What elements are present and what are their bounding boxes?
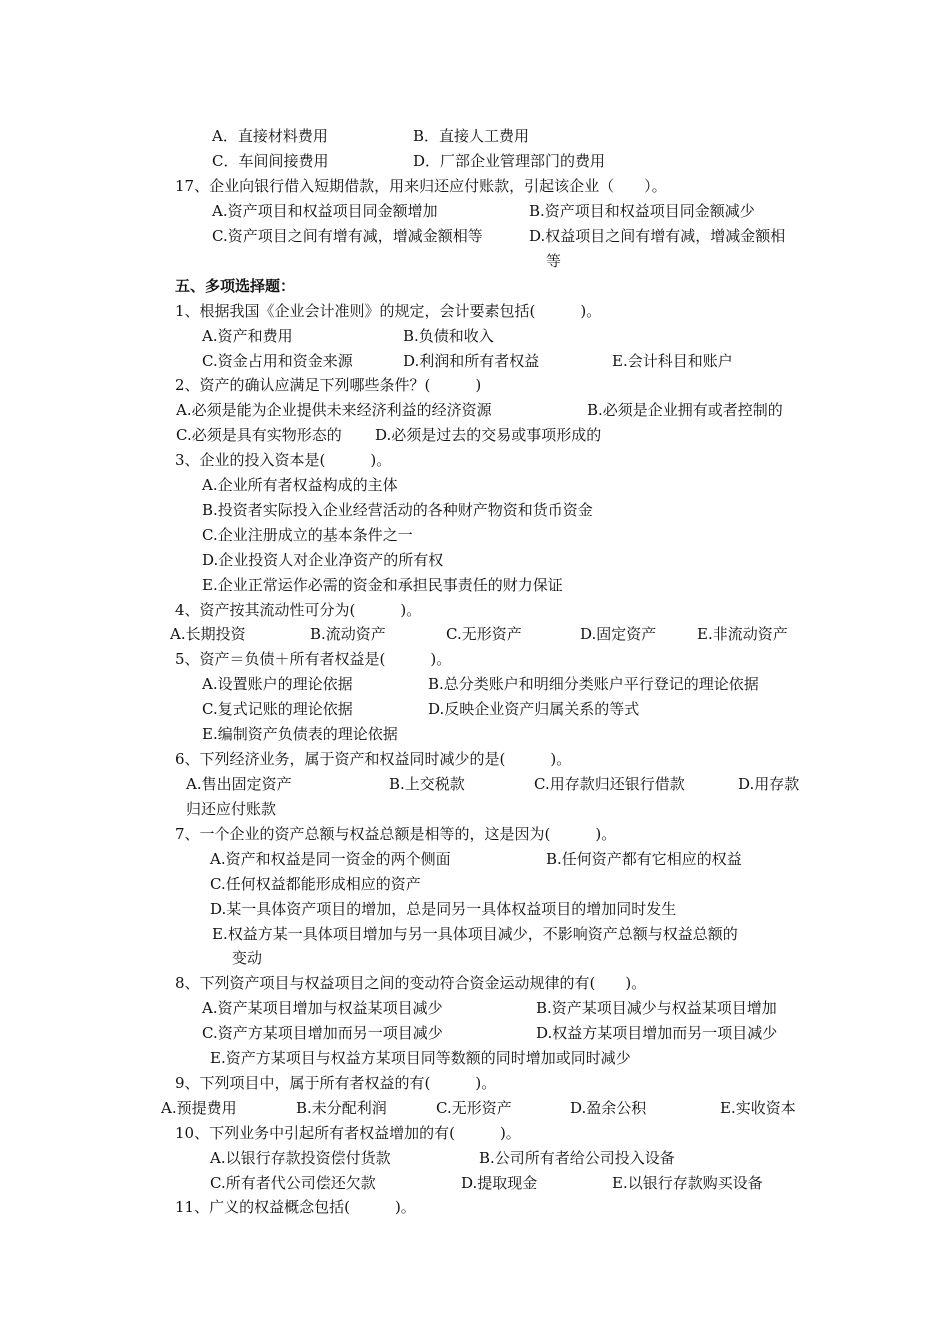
text-line: A.预提费用 — [161, 1099, 237, 1117]
text-line: B.资产项目和权益项目同金额减少 — [529, 202, 755, 220]
text-line: B.必须是企业拥有或者控制的 — [587, 401, 783, 419]
text-line: B.投资者实际投入企业经营活动的各种财产物资和货币资金 — [202, 501, 593, 519]
text-line: 17、企业向银行借入短期借款，用来归还应付账款，引起该企业（ ）。 — [175, 177, 667, 195]
text-line: E.非流动资产 — [697, 625, 788, 643]
text-line: D.利润和所有者权益 — [403, 352, 540, 370]
text-line: A.资产和权益是同一资金的两个侧面 — [210, 850, 451, 868]
text-line: E.权益方某一具体项目增加与另一具体项目减少，不影响资产总额与权益总额的 — [212, 925, 738, 943]
text-line: C.资产方某项目增加而另一项目减少 — [202, 1024, 443, 1042]
text-line: B.负债和收入 — [403, 327, 494, 345]
text-line: B.资产某项目减少与权益某项目增加 — [536, 999, 777, 1017]
text-line: C.复式记账的理论依据 — [202, 700, 353, 718]
text-line: D.权益方某项目增加而另一项目减少 — [536, 1024, 778, 1042]
text-line: 变动 — [232, 949, 263, 967]
text-line: D.固定资产 — [580, 625, 657, 643]
text-line: E.编制资产负债表的理论依据 — [202, 725, 398, 743]
text-line: D.某一具体资产项目的增加，总是同另一具体权益项目的增加同时发生 — [210, 900, 677, 918]
text-line: C.任何权益都能形成相应的资产 — [210, 875, 421, 893]
text-line: 4、资产按其流动性可分为( )。 — [175, 601, 422, 619]
text-line: 2、资产的确认应满足下列哪些条件？( ) — [175, 376, 482, 394]
text-line: B.流动资产 — [310, 625, 386, 643]
text-line: 9、下列项目中，属于所有者权益的有( )。 — [175, 1074, 497, 1092]
text-line: B.公司所有者给公司投入设备 — [479, 1149, 675, 1167]
text-line: 8、下列资产项目与权益项目之间的变动符合资金运动规律的有( )。 — [175, 974, 647, 992]
text-line: D．厂部企业管理部门的费用 — [413, 152, 606, 170]
text-line: E.会计科目和账户 — [612, 352, 733, 370]
text-line: E.企业正常运作必需的资金和承担民事责任的财力保证 — [202, 576, 563, 594]
text-line: D.企业投资人对企业净资产的所有权 — [202, 551, 444, 569]
text-line: C．车间间接费用 — [212, 152, 329, 170]
text-line: D.提取现金 — [461, 1174, 538, 1192]
text-line: A.必须是能为企业提供未来经济利益的经济资源 — [176, 401, 492, 419]
text-line: 7、一个企业的资产总额与权益总额是相等的，这是因为( )。 — [175, 825, 617, 843]
text-line: 5、资产＝负债＋所有者权益是( )。 — [175, 650, 452, 668]
text-line: C.必须是具有实物形态的 — [176, 426, 342, 444]
text-line: A.资产项目和权益项目同金额增加 — [212, 202, 438, 220]
text-line: A.设置账户的理论依据 — [202, 675, 353, 693]
text-line: B.总分类账户和明细分类账户平行登记的理论依据 — [428, 675, 759, 693]
text-line: A.长期投资 — [170, 625, 246, 643]
text-line: A.资产某项目增加与权益某项目减少 — [202, 999, 443, 1017]
text-line: C.用存款归还银行借款 — [534, 775, 685, 793]
text-line: 归还应付账款 — [186, 800, 277, 818]
text-line: 1、根据我国《企业会计准则》的规定，会计要素包括( )。 — [175, 302, 602, 320]
text-line: 6、下列经济业务，属于资产和权益同时减少的是( )。 — [175, 750, 572, 768]
text-line: C.资产项目之间有增有减，增减金额相等 — [212, 227, 483, 245]
text-line: B.未分配利润 — [296, 1099, 387, 1117]
text-line: D.盈余公积 — [570, 1099, 647, 1117]
text-line: D.权益项目之间有增有减，增减金额相 — [529, 227, 786, 245]
text-line: B．直接人工费用 — [413, 127, 530, 145]
text-line: E.实收资本 — [720, 1099, 796, 1117]
text-line: 3、企业的投入资本是( )。 — [175, 451, 392, 469]
text-line: 10、下列业务中引起所有者权益增加的有( )。 — [175, 1124, 521, 1142]
text-line: A．直接材料费用 — [212, 127, 328, 145]
text-line: A.以银行存款投资偿付货款 — [210, 1149, 391, 1167]
text-line: D.必须是过去的交易或事项形成的 — [375, 426, 602, 444]
text-line: E.以银行存款购买设备 — [612, 1174, 763, 1192]
text-line: C.无形资产 — [436, 1099, 512, 1117]
text-line: D.用存款 — [738, 775, 800, 793]
text-line: B.上交税款 — [389, 775, 465, 793]
text-line: C.所有者代公司偿还欠款 — [210, 1174, 376, 1192]
section-heading: 五、多项选择题： — [175, 277, 296, 295]
text-line: E.资产方某项目与权益方某项目同等数额的同时增加或同时减少 — [210, 1049, 631, 1067]
text-line: 等 — [546, 252, 562, 270]
text-line: C.企业注册成立的基本条件之一 — [202, 526, 413, 544]
text-line: C.无形资产 — [446, 625, 522, 643]
text-line: D.反映企业资产归属关系的等式 — [428, 700, 640, 718]
text-line: C.资金占用和资金来源 — [202, 352, 353, 370]
text-line: A.资产和费用 — [202, 327, 293, 345]
text-line: 11、广义的权益概念包括( )。 — [175, 1198, 416, 1216]
text-line: A.企业所有者权益构成的主体 — [202, 476, 398, 494]
text-line: B.任何资产都有它相应的权益 — [546, 850, 742, 868]
text-line: A.售出固定资产 — [186, 775, 292, 793]
